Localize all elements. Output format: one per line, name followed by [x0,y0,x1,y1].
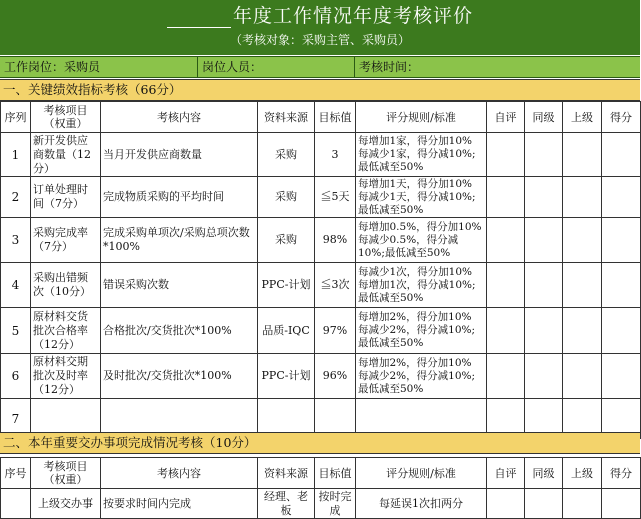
section1-title: 一、关键绩效指标考核（66分） [0,79,640,101]
person-field[interactable]: 岗位人员： [198,57,355,77]
rule-line: 每减少1天，得分减10%; [358,190,476,203]
data-source: 采购 [258,177,315,218]
data-source: PPC-计划 [258,354,315,399]
column-header: 同级 [525,102,563,133]
scoring-rule [356,133,487,177]
kpi-item: 新开发供应商数量（12分） [31,133,101,177]
rule-line [358,399,484,412]
column-header: 自评 [487,458,525,489]
column-header: 资料来源 [258,458,315,489]
rule-line: 最低减至50% [358,161,424,173]
table-row [1,354,641,399]
column-header: 资料来源 [258,102,315,133]
superior-score-cell[interactable] [563,218,602,263]
target-value: ≦5天 [315,177,356,218]
rule-line: 10%;最低减至50% [358,246,451,259]
superior-score-cell[interactable] [563,489,602,519]
peer-score-cell[interactable] [525,308,563,354]
column-header: 序号 [1,458,31,489]
self-score-cell[interactable] [487,177,525,218]
final-score-cell[interactable] [602,354,641,399]
row-number: 1 [1,133,31,177]
peer-score-cell[interactable] [525,263,563,308]
kpi-item: 原材料交货批次合格率（12分） [31,308,101,354]
rule-line: 最低减至50% [358,291,424,304]
final-score-cell[interactable] [602,218,641,263]
table-row [1,489,641,519]
column-header: 考核项目（权重） [31,102,101,133]
table-row [1,177,641,218]
column-header: 考核内容 [101,458,258,489]
title-blank-line [167,8,231,28]
rule-line: 每增加1天，得分加10% [358,177,473,190]
kpi-content: 完成物质采购的平均时间 [101,177,258,218]
rule-line: 每增加2%，得分加10% [358,356,472,369]
row-number: 4 [1,263,31,308]
page-header [0,0,640,55]
self-score-cell[interactable] [487,354,525,399]
table-row [1,308,641,354]
scoring-rule [356,354,487,399]
peer-score-cell[interactable] [525,177,563,218]
self-score-cell[interactable] [487,218,525,263]
self-score-cell[interactable] [487,133,525,177]
rule-line: 每增加2%，得分加10% [358,311,472,323]
column-header: 得分 [602,458,641,489]
kpi-content: 合格批次/交货批次*100% [101,308,258,354]
scoring-rule [356,308,487,354]
rule-line [358,412,484,425]
target-value: 98% [315,218,356,263]
column-header: 评分规则/标准 [356,458,487,489]
target-value: ≦3次 [315,263,356,308]
target-value: 97% [315,308,356,354]
scoring-rule [356,218,487,263]
superior-score-cell[interactable] [563,177,602,218]
target-value: 按时完成 [315,489,356,519]
scoring-rule [356,263,487,308]
row-number: 2 [1,177,31,218]
time-field[interactable]: 考核时间： [359,60,420,74]
data-source: PPC-计划 [258,263,315,308]
column-header: 得分 [602,102,641,133]
column-header: 目标值 [315,458,356,489]
rule-line: 每减少1次，得分加10% [358,265,473,278]
data-source: 采购 [258,133,315,177]
superior-score-cell[interactable] [563,133,602,177]
row-number: 7 [1,399,31,439]
rule-line: 每增加0.5%，得分加10% [358,220,482,233]
rule-line: 最低减至50% [358,382,424,395]
rule-line: 最低减至50% [358,337,424,349]
self-score-cell[interactable] [487,489,525,519]
final-score-cell[interactable] [602,308,641,354]
page-subtitle: （考核对象：采购主管、采购员） [229,33,410,47]
row-number: 6 [1,354,31,399]
rule-line: 每减少1家，得分减10%; [358,148,476,160]
scoring-rule: 每延误1次扣两分 [356,489,487,519]
column-header: 评分规则/标准 [356,102,487,133]
info-row [0,56,640,78]
superior-score-cell[interactable] [563,263,602,308]
rule-line: 每减少2%，得分减10%; [358,324,476,336]
row-number: 5 [1,308,31,354]
column-header: 考核内容 [101,102,258,133]
section2-title: 二、本年重要交办事项完成情况考核（10分） [0,432,640,454]
data-source: 品质-IQC [258,308,315,354]
peer-score-cell[interactable] [525,354,563,399]
kpi-item: 采购完成率（7分） [31,218,101,263]
superior-score-cell[interactable] [563,308,602,354]
kpi-content: 错误采购次数 [101,263,258,308]
data-source: 采购 [258,218,315,263]
row-number: 3 [1,218,31,263]
table-header-row [1,458,641,489]
final-score-cell[interactable] [602,133,641,177]
kpi-content: 当月开发供应商数量 [101,133,258,177]
rule-line: 每增加1家，得分加10% [358,135,473,147]
page-title [0,4,640,28]
self-score-cell[interactable] [487,308,525,354]
column-header: 上级 [563,458,602,489]
tasks-table [0,457,641,519]
task-item: 上级交办事 [31,489,101,519]
task-content: 按要求时间内完成 [101,489,258,519]
peer-score-cell[interactable] [525,489,563,519]
rule-line: 最低减至50% [358,203,424,216]
kpi-item: 订单处理时间（7分） [31,177,101,218]
kpi-content: 及时批次/交货批次*100% [101,354,258,399]
scoring-rule [356,177,487,218]
table-row [1,133,641,177]
column-header: 考核项目（权重） [31,458,101,489]
position-field[interactable]: 工作岗位：采购员 [0,57,198,77]
table-header-row [1,102,641,133]
peer-score-cell[interactable] [525,218,563,263]
row-number [1,489,31,519]
self-score-cell[interactable] [487,263,525,308]
table-row [1,218,641,263]
kpi-item: 采购出错频次（10分） [31,263,101,308]
title-text: 年度工作情况年度考核评价 [232,5,473,27]
column-header: 同级 [525,458,563,489]
kpi-item: 原材料交期批次及时率（12分） [31,354,101,399]
kpi-table [0,101,641,439]
target-value: 96% [315,354,356,399]
data-source: 经理、老板 [258,489,315,519]
final-score-cell[interactable] [602,263,641,308]
column-header: 上级 [563,102,602,133]
final-score-cell[interactable] [602,489,641,519]
table-row [1,263,641,308]
peer-score-cell[interactable] [525,133,563,177]
kpi-content: 完成采购单项次/采购总项次数*100% [101,218,258,263]
rule-line: 每增加1次，得分减10%; [358,278,476,291]
column-header: 自评 [487,102,525,133]
target-value: 3 [315,133,356,177]
superior-score-cell[interactable] [563,354,602,399]
column-header: 目标值 [315,102,356,133]
rule-line: 每减少2%，得分减10%; [358,369,476,382]
column-header: 序列 [1,102,31,133]
rule-line: 每减少0.5%，得分减 [358,233,459,246]
final-score-cell[interactable] [602,177,641,218]
